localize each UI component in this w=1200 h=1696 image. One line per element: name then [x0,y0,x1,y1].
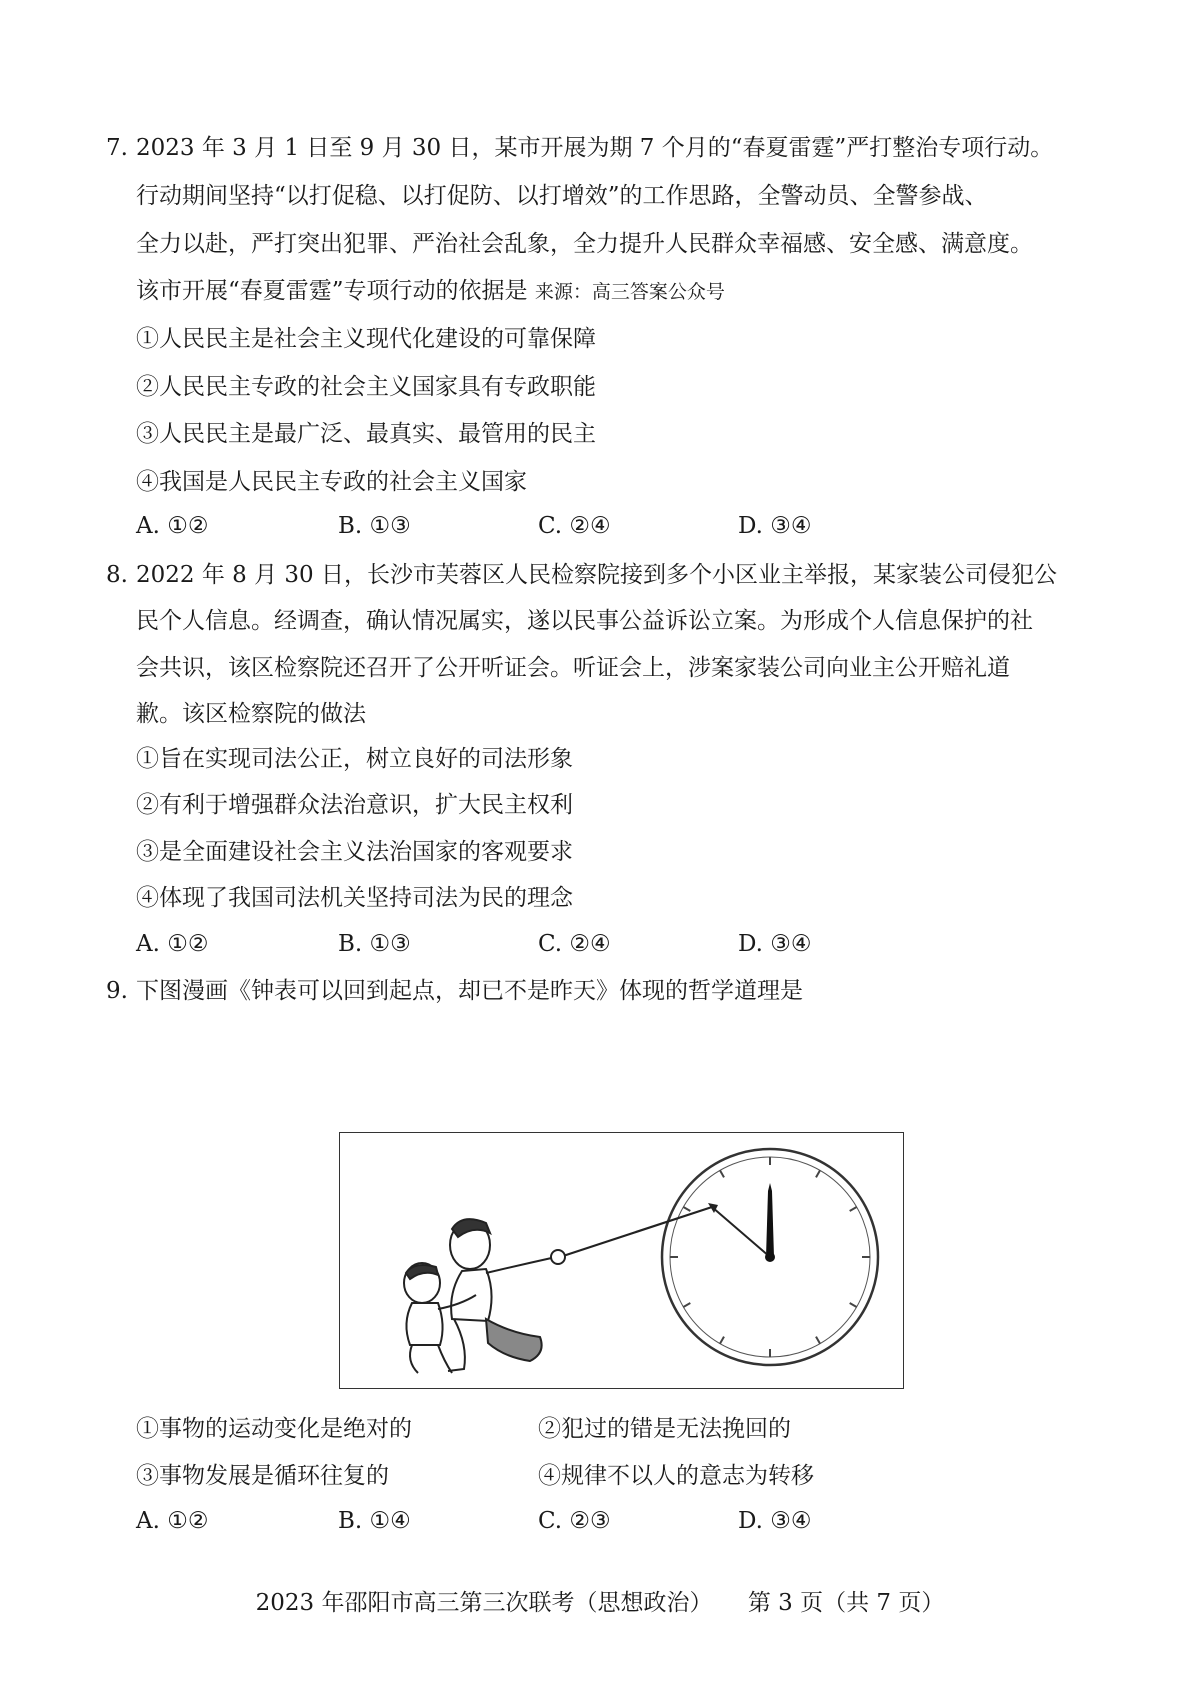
q9-statement-4: ④规律不以人的意志为转移 [538,1463,814,1489]
q9-statement-3: ③事物发展是循环往复的 [136,1463,389,1489]
q7-choice-d[interactable]: D. ③④ [738,513,812,539]
q9-stem: 下图漫画《钟表可以回到起点，却已不是昨天》体现的哲学道理是 [136,978,803,1004]
q7-line-3: 全力以赴，严打突出犯罪、严治社会乱象，全力提升人民群众幸福感、安全感、满意度。 [136,231,1033,257]
cartoon-figure [339,1132,904,1389]
q9-statement-1: ①事物的运动变化是绝对的 [136,1416,412,1442]
q7-source-note: 来源：高三答案公众号 [534,281,725,303]
q7-statement-2: ②人民民主专政的社会主义国家具有专政职能 [136,374,596,400]
q8-statement-4: ④体现了我国司法机关坚持司法为民的理念 [136,885,573,911]
q7-choice-a[interactable]: A. ①② [136,513,209,539]
q7-line-4 [136,276,725,307]
q8-choice-c[interactable]: C. ②④ [538,931,611,957]
q8-statement-1: ①旨在实现司法公正，树立良好的司法形象 [136,746,573,772]
q9-choice-b[interactable]: B. ①④ [338,1508,411,1534]
footer-page-number: 第 3 页（共 7 页） [747,1590,945,1616]
q7-question-text: 该市开展“春夏雷霆”专项行动的依据是 [136,278,528,304]
q7-statement-4: ④我国是人民民主专政的社会主义国家 [136,469,527,495]
q8-choice-b[interactable]: B. ①③ [338,931,411,957]
q7-line-1: 2023 年 3 月 1 日至 9 月 30 日，某市开展为期 7 个月的“春夏雷霆”严打整治专项行动。 [136,135,1054,161]
q8-line-1: 2022 年 8 月 30 日，长沙市芙蓉区人民检察院接到多个小区业主举报，某家装公司侵犯公 [136,562,1057,588]
q8-choice-a[interactable]: A. ①② [136,931,209,957]
q9-choice-a[interactable]: A. ①② [136,1508,209,1534]
q7-choice-c[interactable]: C. ②④ [538,513,611,539]
q9-choice-c[interactable]: C. ②③ [538,1508,611,1534]
cartoon-clock-illustration [340,1133,902,1387]
q7-choice-b[interactable]: B. ①③ [338,513,411,539]
clock-icon [662,1149,878,1365]
q9-choice-d[interactable]: D. ③④ [738,1508,812,1534]
q7-number: 7. [106,135,128,161]
q9-number: 9. [106,978,128,1004]
page-footer [0,1588,1200,1618]
q8-line-2: 民个人信息。经调查，确认情况属实，遂以民事公益诉讼立案。为形成个人信息保护的社 [136,608,1033,634]
q7-statement-1: ①人民民主是社会主义现代化建设的可靠保障 [136,326,596,352]
q8-statement-2: ②有利于增强群众法治意识，扩大民主权利 [136,792,573,818]
q7-line-2: 行动期间坚持“以打促稳、以打促防、以打增效”的工作思路，全警动员、全警参战、 [136,183,988,209]
q8-statement-3: ③是全面建设社会主义法治国家的客观要求 [136,839,573,865]
q7-statement-3: ③人民民主是最广泛、最真实、最管用的民主 [136,421,596,447]
q8-line-4: 歉。该区检察院的做法 [136,701,366,727]
q9-statement-2: ②犯过的错是无法挽回的 [538,1416,791,1442]
man-pulling-icon [448,1219,565,1371]
q8-line-3: 会共识，该区检察院还召开了公开听证会。听证会上，涉案家装公司向业主公开赔礼道 [136,655,1010,681]
footer-exam-title: 2023 年邵阳市高三第三次联考（思想政治） [255,1590,713,1616]
q8-number: 8. [106,562,128,588]
q8-choice-d[interactable]: D. ③④ [738,931,812,957]
